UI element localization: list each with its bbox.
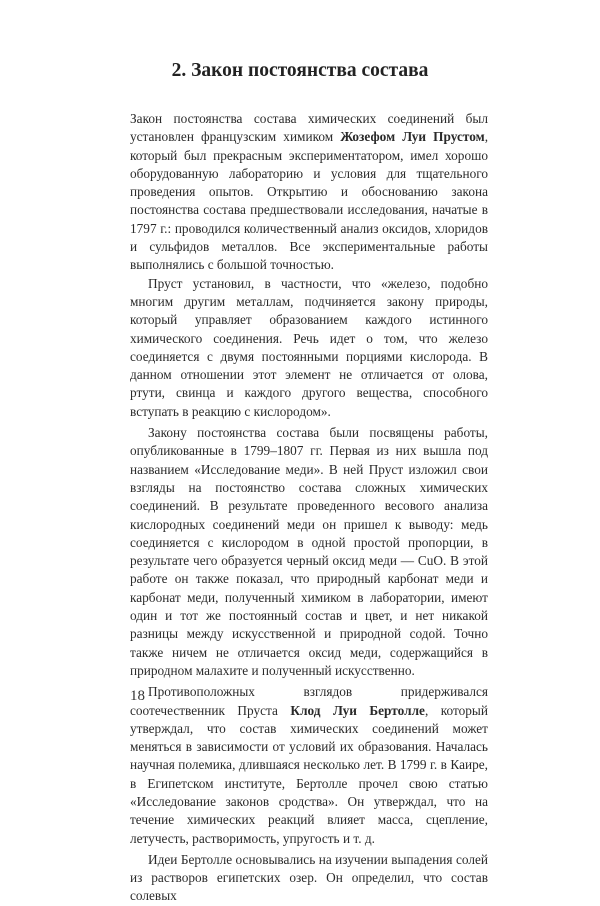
paragraph-2: Пруст установил, в частности, что «железо, подобно многим другим металлам, подчиняется закону природы, который управляет образованием каждого истинного химического соединения. Речь идет о том, что железо соединяется с двумя постоянными порциями кислорода. В данном отношении этот элемент не отличается от олова, ртути, свинца и каждого другого вещества, способного вступать в реакцию с кислородом». <box>130 275 488 419</box>
paragraph-4-end: , который утверждал, что состав химических соединений может меняться в зависимости от условий их образования. Началась научная полемика, длившаяся несколько лет. В 1799 г. в Каире, в Египетском институте, Бертолле прочел свою статью «Исследование законов сродства». Он утверждал, что на течение химических реакций влияет масса, сцепление, летучесть, растворимость, упругость и т. д. <box>130 702 488 846</box>
paragraph-4-start: Противоположных взглядов придерживался соотечественник Пруста <box>130 684 488 718</box>
berthollet-name: Клод Луи Бертолле <box>290 702 425 718</box>
proust-name: Жозефом Луи Прустом <box>340 129 485 145</box>
paragraph-1-start: Закон постоянства состава химических соединений был установлен французским химиком <box>130 111 488 145</box>
body-text <box>130 110 488 906</box>
page-number: 18 <box>130 688 145 704</box>
paragraph-1 <box>130 110 488 275</box>
paragraph-3: Закону постоянства состава были посвящены работы, опубликованные в 1799–1807 гг. Первая из них вышла под названием «Исследование меди». В ней Пруст изложил свои взгляды на постоянство состава сложных химических соединений. В результате проведенного весового анализа кислородных соединений меди он пришел к выводу: медь соединяется с кислородом в одной простой пропорции, в результате чего образуется черный оксид меди — CuO. В этой работе он также показал, что природный карбонат меди и карбонат меди, полученный химиком в лаборатории, имеют один и тот же постоянный состав и цвет, и нет никакой разницы между искусственной и природной содой. Точно также ничем не отличается оксид меди, содержащийся в природном малахите и полученный искусственно. <box>130 425 488 678</box>
paragraph-4 <box>130 683 488 848</box>
paragraph-1-end: , который был прекрасным экспериментатором, имел хорошо оборудованную лабораторию и условия для тщательного проведения опытов. Открытию и обоснованию закона постоянства состава предшествовали исследования, начатые в 1797 г.: проводился количественный анализ оксидов, хлоридов и сульфидов металлов. Все экспериментальные работы выполнялись с большой точностью. <box>130 129 489 273</box>
chapter-title: 2. Закон постоянства состава <box>171 60 429 81</box>
paragraph-5: Идеи Бертолле основывались на изучении выпадения солей из растворов египетских озер. Он определил, что состав солевых <box>130 851 488 904</box>
